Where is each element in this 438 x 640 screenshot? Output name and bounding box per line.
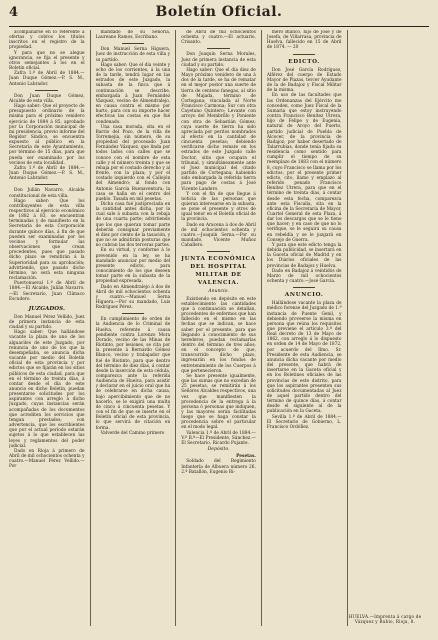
article-paragraph: mero Blanco, hijo de José y de Josefa, de Villarrasa, provincia de Huelva, fallecido en 15 de Abril de 1874. — 20: [266, 30, 342, 51]
article-paragraph: Hallándose vacante la plaza de médico forense del Juzgado de 1.ª instancia de Puente Genil, y debiendo proveerse la misma en persona que reúna los requisitos que previene el artículo 3.º del Real decreto de 13 de Mayo de 1862, con arreglo á lo dispuesto en orden de 14 de Mayo de 1872, por acuerdo del Ilmo. Sr. Presidente de esta Audiencia, se anuncia dicha vacante por medio del presente, que habrá de insertarse en la Gaceta oficial y en los Boletines oficiales de las provincias de este distrito, para que los aspirantes presenten sus solicitudes documentadas al Juez de aquel partido dentro del término de quince días, á contar desde el siguiente al de la publicación en la Gaceta.: [266, 301, 342, 415]
section-subheading: Anuncio.: [208, 289, 229, 295]
article-paragraph: Soldado del Regimiento Infantería de Albuera número 26, 2.º Batallón, Eugenio Ri-: [181, 459, 256, 475]
article-paragraph: En uso de las facultades que las Ordenanzas del Ejército me conceden, como Juez Fiscal de la Sumaria que estoy instruyendo contra Francisco Benítez Utrera, hijo de Felipe y de Eugenia, natural de Aroyo del Puerto, partido judicial de Puebla de Alcocer, de la provincia de Badajoz; por haber desertado de Talarrubias, donde tenía fijada su residencia como sentido para cumplir el tiempo de su reemplazo de 1883 con el número 8, cuyo Francisco se llama por los edictos; por el presente primer edicto, cito, llamo y emplazo al referido penado Francisco Benítez Utrera, para que en el término de treinta días, á contar desde esta fecha, comparezca ante esta Fiscalía, sita en la oficina de la Secretaría de Mayor, Cuartel General de esta Plaza, á dar los descargos que se le tiene que hacer; y en caso de que no lo verifique, se le seguirá su causa en rebeldía y se le juzgará en Consejo de Guerra.: [266, 93, 342, 243]
article-paragraph: Dicha casa fué justipreciada en la cantidad antes dicha, por la cual sale á subasta con la rebaja de una cuarta parte; advirtiendo que los que quieran tomar parte deberán consignar previamente el diez por ciento de la tasación, y que no se admitirán posturas que no cubran las dos terceras partes.: [95, 202, 171, 249]
section-divider: [35, 184, 58, 185]
columns-container: [9, 30, 429, 626]
article-paragraph: Hago saber: Que el proyecto de presupuesto ordinario de la misma para el próximo venidero ejercicio de 1884 á 85, aprobado por la Corporación municipal de mi presidencia, previo informe del Regidor Síndico, se encuentra expuesto al público en la Secretaría de este Ayuntamiento, por término de 15 días, para que pueda ser examinado por los vecinos de esta localidad.: [9, 104, 85, 166]
amount-label: Pesetas.: [236, 454, 256, 460]
article-paragraph: Dado en Aracena á dos de Abril de mil ochocientos ochenta y cuatro.—Joaquín Serna.—Por su mandado, Vicente Muñoz Caballero.: [181, 222, 256, 249]
article-paragraph: En cumplimiento de orden de la Audiencia de lo Criminal de Huelva, referente á causa pendiente contra Lorenzo Mora Dorado, vecino de las Minas de Riotinto, por lesiones, se cita por la presente á Bernardo Gómez Blanco, vecino y trabajador que fué de Riotinto, para que dentro del término de diez días, á contar desde la inserción de esta cédula, comparezca ante la referida Audiencia de Huelva, para asistir y declarar en el juicio oral que ha de celebrarse en dicha causa, bajo apercibimiento que de no hacerlo, se le exigirá una multa de cinco á cincuenta pesetas. Y con el fin de que se inserte en el Boletín oficial de esta provincia, lo que servirá de citación en forma.: [95, 317, 171, 431]
section-divider: [122, 43, 144, 44]
article-paragraph: Zafra 1.º de Abril de 1884.—Juan Duque Gómez.—P. S. M., Antonio Labrador.: [9, 71, 85, 87]
article-paragraph: Y para que no se alegue ignorancia, se fija el presente y otros semejantes á los en el Boletín oficial.: [9, 50, 85, 72]
article-paragraph: Don Julián Navarro, Alcalde constitucional de esta villa.: [9, 188, 85, 199]
article-paragraph: Hago saber: Que hallándose vacante la plaza de uno de los alguaciles de este Juzgado, por renuncia de uno de los que la desempeñaba, se anuncia dicha vacante por medio del Boletín oficial de esta provincia y por edictos que se fijarán en los sitios públicos de esta ciudad, para que en el término de treinta días, á contar desde el día de este anuncio en dicho Boletín, puedan presentarse solicitudes por los aspirantes con arreglo á dicho Juzgado, cuyas instancias serán acompañadas de los documentos que acrediten los servicios que tengan prestados; con advertencia, que los escribientes que por el actual período estarán sujetos á lo que establecen las leyes y reglamentos del poder judicial.: [9, 330, 85, 449]
page-header: [9, 4, 429, 27]
article-paragraph: acompañarse en lo referente á ofertas y cobros los títulos inscritos en el registro de la propiedad.: [9, 30, 85, 51]
article-paragraph: Hago saber: Que el día veinte y ocho de los corrientes, á la una de la tarde, tendrá lugar en las estrados de este Juzgado, la subasta de la finca que á continuación se describe, embargada á Juan Fernández Vázquez, vecino de Almendralejo, en causa contra el mismo por hurto, para con su importe hacer efectivas las costas en que fué condenado.: [95, 62, 171, 125]
article-paragraph: Se hace presente igualmente, que las sumas que no excedan de 25 pesetas, se remitirán á los Señores Alcaldes respectivos, una vez que manifiesten la procedencia de la entrega á la persona ó personas que indiquen, y las mayores serán facilitadas luego que se haga constar la procedencia sobre el particular en el modo legal.: [181, 373, 256, 431]
article-paragraph: Don José García Rodríguez, Alférez del cuerpo de Estado Mayor de Plazas, tercer Ayudante de la de Badajoz y Fiscal Militar de la misma.: [266, 67, 342, 94]
article-paragraph: mandado de su Señoría, Laureano Ramos, Escribano.: [95, 30, 171, 41]
column-rule: [347, 30, 348, 626]
article-paragraph: Valencia 1.º de Abril de 1884.—V.º B.º—El Presidente, Sánchez.—El Secretario, Ricardo Pujante.: [181, 430, 256, 446]
column-5: [353, 30, 430, 626]
article-paragraph: Don Manuel Serna Higuera, Juez de instrucción de esta villa y su partido.: [95, 47, 171, 63]
article-paragraph: Una casa morada, sita en el Barrio del Pozo, de la villa de Torremejía, sin número, de su propiedad del procesado Juan Fernández Vázquez, que linda por todos lados con calles que se conoce con el nombre de esta calle y el número treinta y que se rebaja por el costado derecho y al frente, con la plaza; y por el costado izquierdo con el Callejón del Almendro; al fondo con Antonio García Buenaventura; la casa se halla en el centro del pueblo. Tasada en mil pesetas.: [95, 124, 171, 202]
article-paragraph: de Abril de mil ochocientos ochenta y cuatro.—El actuario, Crisanto.: [181, 30, 256, 46]
section-divider: [122, 313, 144, 314]
section-divider: [293, 287, 315, 288]
article-paragraph: Dado en Almendralejo á dos de Abril de mil ochocientos ochenta y cuatro.—Manuel Serna Higuera.—Por su mandado, Luis Rodríguez Pérez.: [95, 284, 171, 311]
section-divider: [35, 90, 58, 91]
article-paragraph: Hago saber: Que los contribuyentes de esta villa respectivos al ejercicio económico de 1882 á 83, se encuentran terminadas y de manifiesto en la Secretaría de esta Corporación durante quince días, á fin de que pueden ser examinadas por los vecinos y formular las observaciones que crean procedentes, pues que pasado dicho plazo se remitirán á la Superioridad para su aprobación; advirtiendo, que pasado dicho término, no será esta ninguna reclamación.: [9, 198, 85, 282]
column-3: [181, 30, 256, 626]
article-paragraph: Don Joaquín Serna Morales, Juez de primera instancia de esta ciudad y su partido.: [181, 52, 256, 68]
article-paragraph: En su virtud, y conforme á lo prevenido en la ley, se ha mandado anunciar por medio del presente edicto, para conocimiento de los que deseen tomar parte en la subasta de la propiedad expresada.: [95, 248, 171, 285]
article-paragraph: Existiendo en depósito en este establecimiento las cantidades que á continuación se detallan, procedentes de enfermos que han fallecido en el mismo en las fechas que se indican, se hace saber por el presente, para que llegando á conocimiento de sus herederos, puedan reclamarlas dentro del término de tres años; en el concepto de que, transcurrido dicho plazo, ingresarán en los fondos de entretenimiento de los Cuerpos á que pertenecieron.: [181, 296, 256, 374]
article-paragraph: Hago saber: Que el día diez de Mayo próximo venidero de una á dos de la tarde, se ha de rematar en el mejor postor una suerte de tierra de centeno fanegas, al sitio de Majada, término de Cortegana; vinculada al Norte Francisco Carmona; Sur con otra Cayetano Quintero; Levante con arroyo del Membrillo y Poniente con otra de Sebastián Gómez; cuya suerte de tierra ha sido apreciada por peritos nombrados al efecto en la cantidad de cincuenta pesetas; debiendo verificarse dicho remate en los estrados de este Juzgado calle Doctor, sitio que ocupara el tribunal, y simultáneamente ante el Juez municipal del citado partido de Cortegana; habiendo sido embargada la referida tierra para pago de costas á José Vicente Landero.: [181, 67, 256, 192]
article-paragraph: Y con el fin de que llegue á noticia de las personas que quieran interesarse en la subasta, se pone el presente y otros de igual tenor en el Boletín oficial de la provincia.: [181, 191, 256, 223]
article-paragraph: Dado en Rioja á primero de Abril de mil ochocientos ochenta y cuatro.—Manuel Pérez Vellido.—Por: [9, 448, 85, 470]
column-1: [9, 30, 85, 626]
section-heading: JUZGADOS.: [28, 305, 65, 312]
column-4: [267, 30, 342, 626]
section-heading: JUNTA ECONÓMICA DEL HOSPITAL MILITAR DE VALENCIA.: [181, 256, 256, 287]
article-paragraph: Zafra 1.º de Abril de 1884.—Juan Duque Gómez.—P. S. M., Antonio Labrador.: [9, 165, 85, 182]
column-rule: [90, 30, 91, 626]
article-paragraph: Don Manuel Pérez Vellido, Juez de primera instancia de esta ciudad y su partido.: [9, 314, 85, 331]
page-number: 4: [9, 5, 19, 20]
imprint-footer: HUELVA.—Imprenta á cargo de Vázquez y Rubio, Rioja, 8.: [348, 614, 422, 624]
section-divider: [293, 54, 315, 55]
section-heading: ANUNCIO.: [284, 292, 324, 299]
section-divider: [207, 251, 229, 252]
section-heading: EDICTO.: [288, 58, 321, 65]
article-paragraph: Y para que este edicto tenga la debida publicidad, se insertará en la Gaceta oficial de Madrid y en los Diarios oficiales de las provincias de Badajoz y Huelva.: [266, 242, 342, 269]
section-subheading: Depósito.: [207, 447, 230, 453]
article-paragraph: Dado en Badajoz á veintidós de Marzo de mil ochocientos ochenta y cuatro.—José García.: [266, 268, 342, 285]
section-divider: [207, 48, 229, 49]
column-rule: [175, 30, 176, 626]
column-2: [96, 30, 171, 626]
article-paragraph: Valverde del Camino primero: [100, 430, 165, 436]
article-paragraph: Don Juan Duque Gómez, Alcalde de esta villa.: [9, 93, 85, 104]
masthead-title: Boletín Oficial.: [155, 4, 283, 20]
column-rule: [261, 30, 262, 626]
article-paragraph: Puertonueval 1.º de Abril de 1884.—El Alcalde, Julián Navarro.—El Secretario, Juan Clímaco Escudero.: [9, 281, 85, 302]
article-paragraph: Sevilla 1.º de Abril de 1884.—El Secretario de Gobierno, L. Francisco Ordóñez.: [266, 414, 342, 430]
